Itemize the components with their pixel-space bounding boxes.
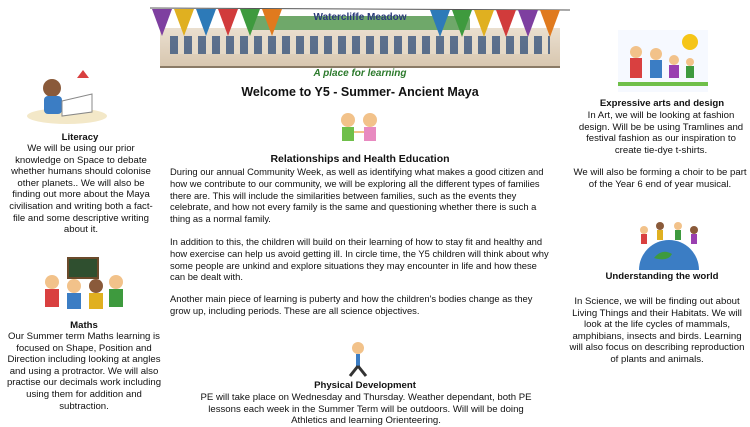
pe-heading: Physical Development — [314, 380, 416, 391]
reading-child-icon — [22, 66, 112, 126]
pe-text: PE will take place on Wednesday and Thursday. Weather dependant, both PE lessons each week in the Summer Term will be outdoors. Will will be doing Athletics and learning Orienteering. — [200, 392, 532, 427]
school-name: Watercliffe Meadow — [313, 12, 407, 23]
arts-heading: Expressive arts and design — [599, 98, 725, 109]
world-text: In Science, we will be finding out about Living Things and their Habitats. We will look at the life cycles of mammals, amphibians, insects and birds. Learning will also focus on describing reproduction of plants and animals. — [569, 296, 745, 365]
family-drawing-icon — [618, 30, 708, 92]
school-banner — [150, 6, 570, 88]
literacy-text: We will be using our prior knowledge on Space to debate whether humans should colonise other planets.. We will also be finding out more about the Maya civilisation and writing both a fact-file and some descriptive writing about it. — [9, 143, 153, 236]
children-around-globe-icon — [624, 220, 714, 270]
friends-holding-hands-icon — [334, 110, 384, 150]
rhe-heading: Relationships and Health Education — [270, 153, 450, 165]
world-heading: Understanding the world — [605, 271, 719, 282]
school-motto: A place for learning — [313, 68, 407, 79]
literacy-heading: Literacy — [61, 132, 99, 143]
maths-text: Our Summer term Maths learning is focused on Shape, Position and Direction including looking at angles and using a protractor. We will also practise our decimals work including using them for addition and subtraction. — [6, 331, 162, 412]
rhe-paragraph-1: During our annual Community Week, as well as identifying what makes a good citizen and how we contribute to our community, we will be exploring all the different types of families there are. This will include the similarities between families, such as the events they celebrate, and how not every family is the same and questioning whether there is such a thing as a normal family. — [170, 166, 544, 225]
arts-text: In Art, we will be looking at fashion design. Will be be using Tramlines and festival fashion as our inspiration to create tie-dye t-shirts. — [578, 110, 744, 156]
page-title: Welcome to Y5 - Summer- Ancient Maya — [241, 85, 479, 99]
maths-heading: Maths — [70, 320, 98, 331]
maths-children-icon — [38, 256, 128, 316]
running-child-icon — [338, 340, 378, 378]
arts-choir-text: We will also be forming a choir to be part of the Year 6 end of year musical. — [573, 167, 747, 190]
rhe-paragraph-2: In addition to this, the children will build on their learning of how to stay fit and healthy and how exercise can help us avoid getting ill. In circle time, the Y5 children will think about why some people are unkind and explore situations they may encounter in life and how these can be dealt with. — [170, 236, 549, 283]
rhe-paragraph-3: Another main piece of learning is puberty and how the children's bodies change as they grow up, including periods. These are all science objectives. — [170, 293, 533, 316]
